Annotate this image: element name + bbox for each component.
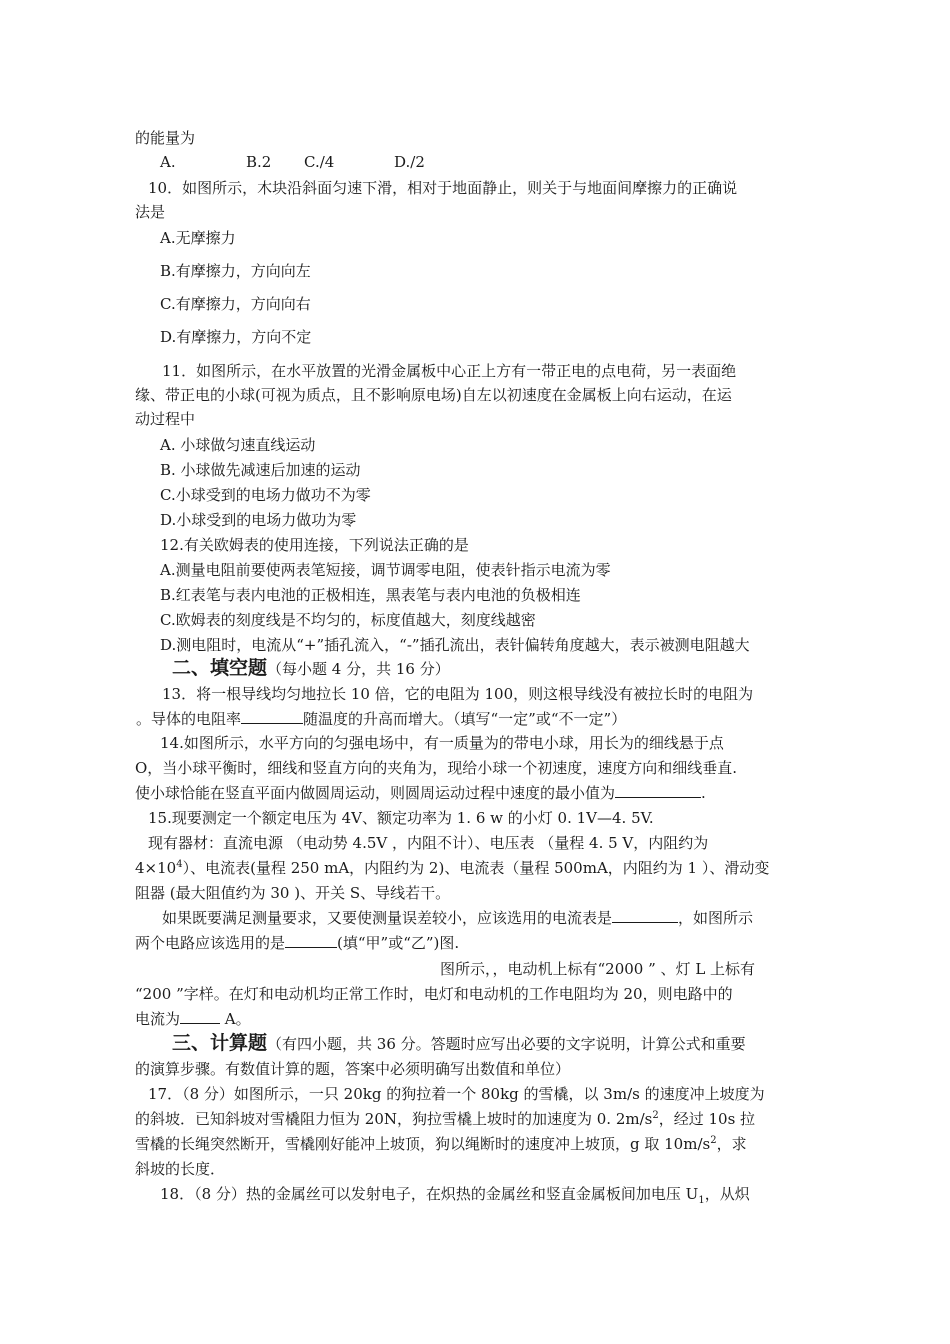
text-line [135, 933, 459, 953]
text-line: 的演算步骤。有数值计算的题，答案中必须明确写出数值和单位） [135, 1060, 571, 1078]
text: . [701, 784, 706, 802]
text: 18．（8 分）热的金属丝可以发射电子，在炽热的金属丝和竖直金属板间加电压 U [160, 1185, 699, 1203]
superscript: 2 [652, 1110, 659, 1121]
text: 的斜坡．已知斜坡对雪橇阻力恒为 20N，狗拉雪橇上坡时的加速度为 0. 2m/s [135, 1110, 653, 1128]
text: ，如图所示 [678, 909, 754, 927]
option-d: D.测电阻时，电流从“+”插孔流入，“-”插孔流出，表针偏转角度越大，表示被测电阻越大 [160, 636, 750, 654]
text-line: 动过程中 [135, 410, 196, 428]
question-10: 10．如图所示，木块沿斜面匀速下滑，相对于地面静止，则关于与地面间摩擦力的正确说 [148, 179, 738, 197]
text-line: 阻器 (最大阻值约为 30 )、开关 S、导线若干。 [135, 884, 451, 902]
text: 两个电路应该选用的是 [135, 934, 286, 952]
text: ，求 [716, 1135, 747, 1153]
question-17: 17．（8 分）如图所示，一只 20kg 的狗拉着一个 80kg 的雪橇，以 3m/s 的速度冲上坡度为 [148, 1085, 765, 1103]
text-line [135, 1134, 747, 1154]
text-line [135, 858, 769, 878]
answer-blank [285, 933, 337, 948]
section-note: （每小题 4 分，共 16 分） [267, 660, 450, 678]
text-line: 斜坡的长度． [135, 1160, 226, 1178]
section-note: （有四小题，共 36 分。答题时应写出必要的文字说明，计算公式和重要 [267, 1035, 746, 1053]
option-b: B.有摩擦力，方向向左 [160, 262, 311, 280]
subscript: 1 [698, 1195, 705, 1206]
option-b: B.红表笔与表内电池的正极相连，黑表笔与表内电池的负极相连 [160, 586, 581, 604]
answer-blank [241, 709, 303, 724]
text: 4×10 [135, 859, 177, 877]
q9-options [160, 152, 425, 172]
text: A。 [220, 1010, 251, 1028]
text: 。导体的电阻率 [136, 710, 242, 728]
question-15: 15.现要测定一个额定电压为 4V、额定功率为 1. 6 w 的小灯 0. 1V—4. 5V. [148, 809, 654, 827]
text: 雪橇的长绳突然断开，雪橇刚好能冲上坡顶，狗以绳断时的速度冲上坡顶，g 取 10m/s [135, 1135, 711, 1153]
question-11: 11．如图所示，在水平放置的光滑金属板中心正上方有一带正电的点电荷，另一表面绝 [162, 362, 737, 380]
text-line: O，当小球平衡时，细线和竖直方向的夹角为，现给小球一个初速度，速度方向和细线垂直. [135, 759, 738, 777]
option-c: C.欧姆表的刻度线是不均匀的，标度值越大，刻度线越密 [160, 611, 536, 629]
question-16: 图所示，，电动机上标有“2000 ” 、灯 L 上标有 [440, 960, 756, 978]
text-line [135, 1009, 251, 1029]
text-line: 缘、带正电的小球(可视为质点，且不影响原电场)自左以初速度在金属板上向右运动，在运 [135, 386, 732, 404]
text: ）、电流表(量程 250 mA，内阻约为 2)、电流表（量程 500mA，内阻约为 1 ）、滑动变 [182, 859, 770, 877]
option-d: D./2 [394, 153, 425, 171]
superscript: 2 [710, 1135, 717, 1146]
option-c: C.有摩擦力，方向向右 [160, 295, 311, 313]
option-d: D.小球受到的电场力做功为零 [160, 511, 357, 529]
text: (填“甲”或“乙”)图. [337, 934, 460, 952]
text: ，从炽 [704, 1185, 750, 1203]
section-title: 三、计算题 [172, 1032, 268, 1054]
section-title: 二、填空题 [172, 657, 268, 679]
answer-blank [612, 908, 678, 923]
option-b: B. 小球做先减速后加速的运动 [160, 461, 361, 479]
text: 随温度的升高而增大。（填写“一定”或“不一定”） [303, 710, 627, 728]
text-line: 法是 [135, 203, 166, 221]
section-2-heading [172, 656, 450, 681]
section-3-heading [172, 1031, 746, 1056]
text: ，经过 10s 拉 [658, 1110, 756, 1128]
option-c: C./4 [304, 153, 335, 171]
question-14: 14.如图所示，水平方向的匀强电场中，有一质量为的带电小球，用长为的细线悬于点 [160, 734, 724, 752]
option-d: D.有摩擦力，方向不定 [160, 328, 312, 346]
text-line: “200 ”字样。在灯和电动机均正常工作时，电灯和电动机的工作电阻均为 20，则电路中的 [135, 985, 733, 1003]
question-18 [160, 1184, 750, 1204]
text-line [135, 783, 706, 803]
option-b: B.2 [246, 153, 272, 171]
option-a: A. [160, 153, 176, 171]
question-12: 12.有关欧姆表的使用连接，下列说法正确的是 [160, 536, 469, 554]
option-c: C.小球受到的电场力做功不为零 [160, 486, 371, 504]
text-line [135, 1109, 755, 1129]
option-a: A.测量电阻前要使两表笔短接，调节调零电阻，使表针指示电流为零 [160, 561, 611, 579]
answer-blank [180, 1009, 220, 1024]
text-line [162, 908, 753, 928]
text: 如果既要满足测量要求，又要使测量误差较小，应该选用的电流表是 [162, 909, 613, 927]
superscript: 4 [176, 859, 183, 870]
option-a: A. 小球做匀速直线运动 [160, 436, 316, 454]
question-13: 13．将一根导线均匀地拉长 10 倍，它的电阻为 100，则这根导线没有被拉长时的电阻为 [162, 685, 754, 703]
answer-blank [615, 783, 701, 798]
text-line: 现有器材：直流电源 （电动势 4.5V ，内阻不计）、电压表 （量程 4. 5 V，内阻约为 [148, 834, 709, 852]
text: 电流为 [135, 1010, 181, 1028]
option-a: A.无摩擦力 [160, 229, 236, 247]
text: 使小球恰能在竖直平面内做圆周运动，则圆周运动过程中速度的最小值为 [135, 784, 616, 802]
text-line: 的能量为 [135, 129, 196, 147]
text-line [136, 709, 626, 729]
